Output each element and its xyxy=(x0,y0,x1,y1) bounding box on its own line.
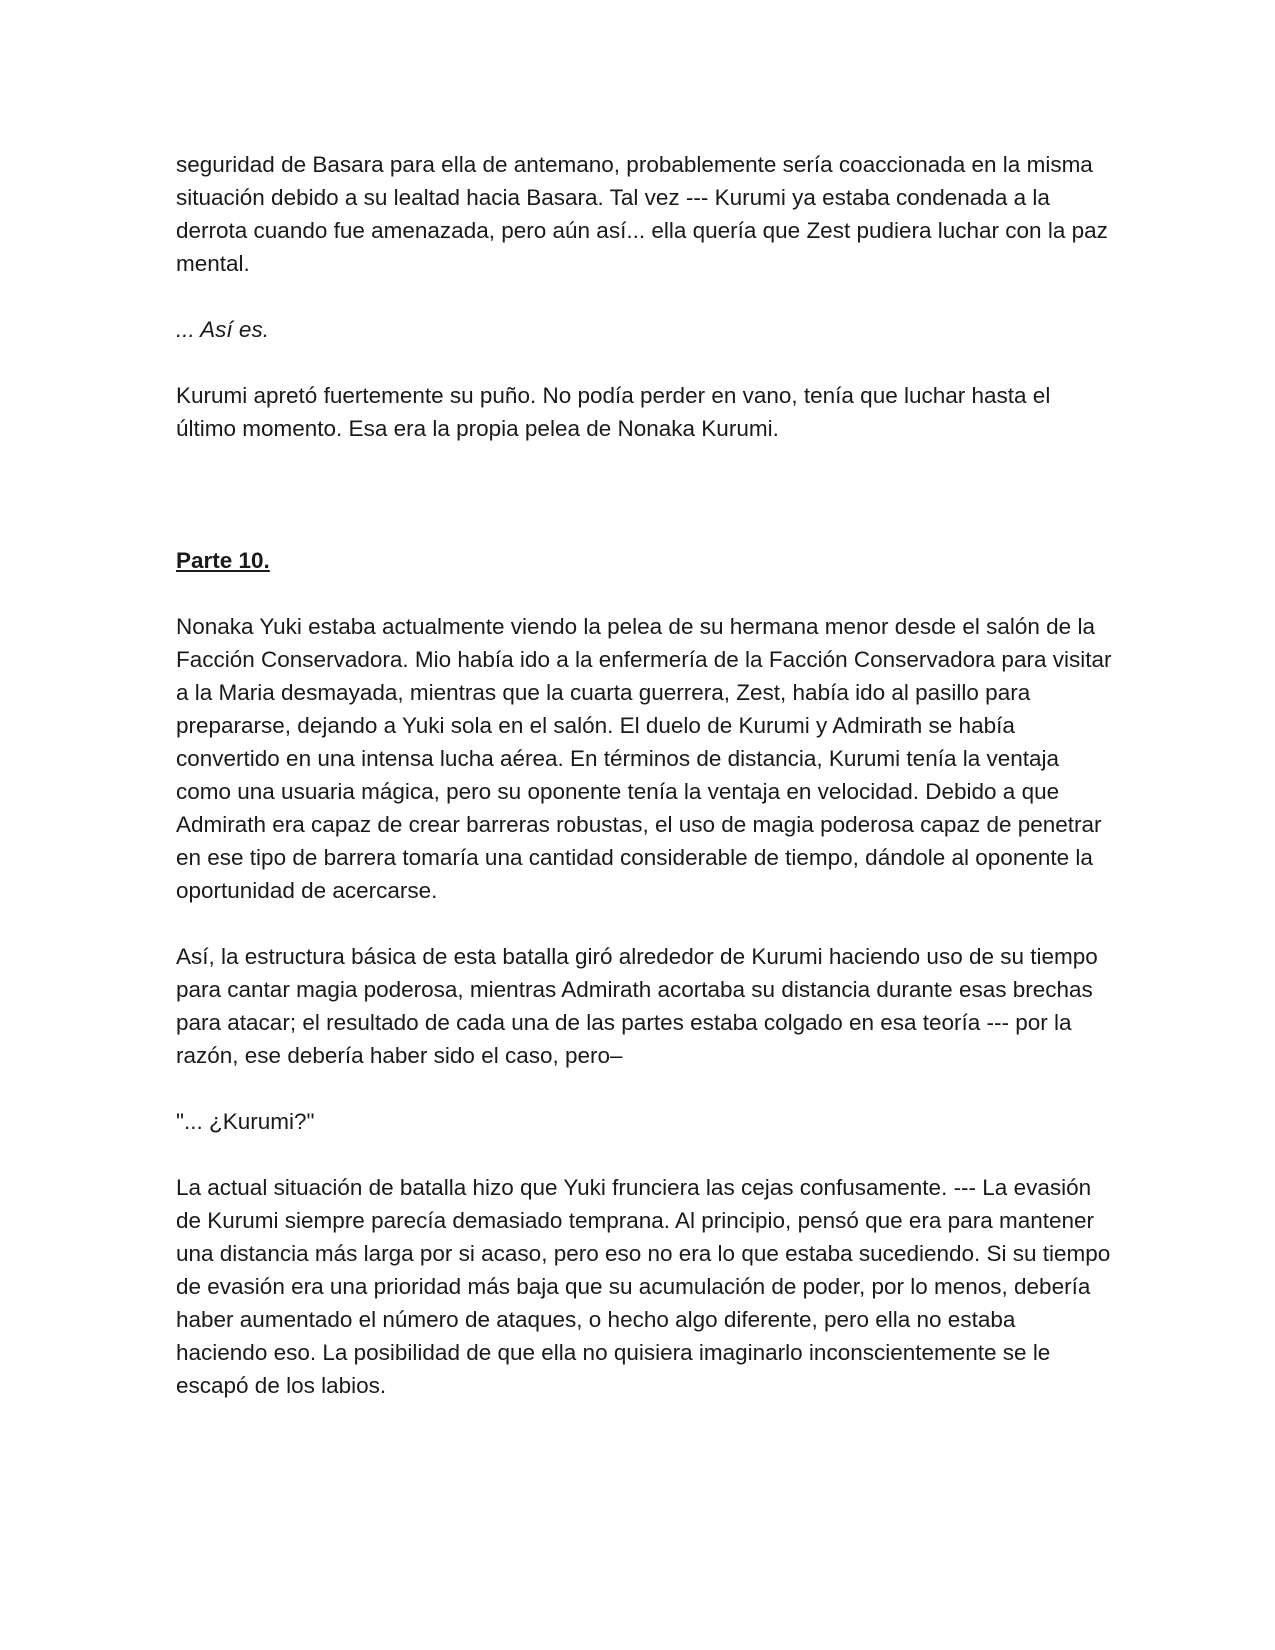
section-heading: Parte 10. xyxy=(176,548,270,573)
document-page xyxy=(176,148,1112,1435)
paragraph: La actual situación de batalla hizo que Yuki frunciera las cejas confusamente. --- La evasión de Kurumi siempre parecía demasiado temprana. Al principio, pensó que era para mantener una distancia más larga por si acaso, pero eso no era lo que estaba sucediendo. Si su tiempo de evasión era una prioridad más baja que su acumulación de poder, por lo menos, debería haber aumentado el número de ataques, o hecho algo diferente, pero ella no estaba haciendo eso. La posibilidad de que ella no quisiera imaginarlo inconscientemente se le escapó de los labios. xyxy=(176,1175,1111,1398)
paragraph: Kurumi apretó fuertemente su puño. No podía perder en vano, tenía que luchar hasta el último momento. Esa era la propia pelea de Nonaka Kurumi. xyxy=(176,383,1051,441)
paragraph: Nonaka Yuki estaba actualmente viendo la pelea de su hermana menor desde el salón de la Facción Conservadora. Mio había ido a la enfermería de la Facción Conservadora para visitar a la Maria desmayada, mientras que la cuarta guerrera, Zest, había ido al pasillo para prepararse, dejando a Yuki sola en el salón. El duelo de Kurumi y Admirath se había convertido en una intensa lucha aérea. En términos de distancia, Kurumi tenía la ventaja como una usuaria mágica, pero su oponente tenía la ventaja en velocidad. Debido a que Admirath era capaz de crear barreras robustas, el uso de magia poderosa capaz de penetrar en ese tipo de barrera tomaría una cantidad considerable de tiempo, dándole al oponente la oportunidad de acercarse. xyxy=(176,614,1112,903)
paragraph-italic: ... Así es. xyxy=(176,317,269,342)
paragraph-dialogue: "... ¿Kurumi?" xyxy=(176,1109,315,1134)
paragraph: seguridad de Basara para ella de antemano, probablemente sería coaccionada en la misma situación debido a su lealtad hacia Basara. Tal vez --- Kurumi ya estaba condenada a la derrota cuando fue amenazada, pero aún así... ella quería que Zest pudiera luchar con la paz mental. xyxy=(176,152,1108,276)
paragraph: Así, la estructura básica de esta batalla giró alrededor de Kurumi haciendo uso de su tiempo para cantar magia poderosa, mientras Admirath acortaba su distancia durante esas brechas para atacar; el resultado de cada una de las partes estaba colgado en esa teoría --- por la razón, ese debería haber sido el caso, pero– xyxy=(176,944,1098,1068)
